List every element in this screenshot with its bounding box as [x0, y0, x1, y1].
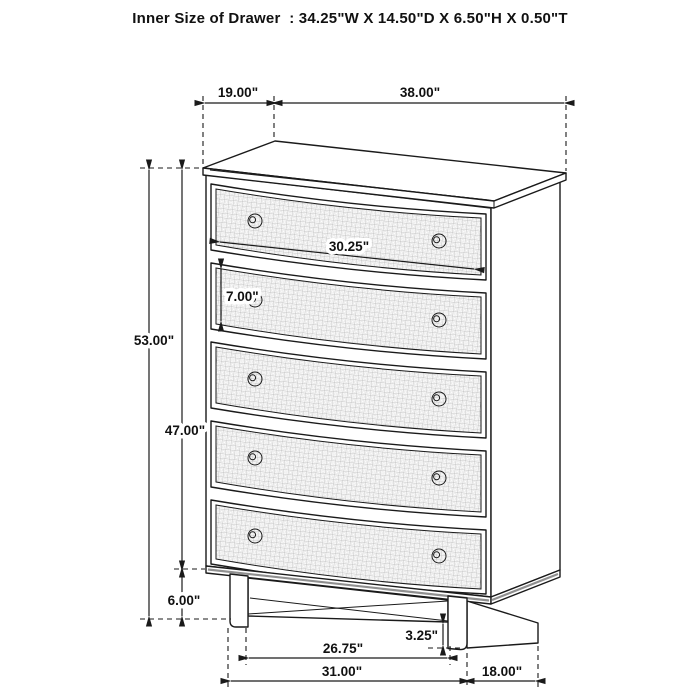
dim-label-top-width: 38.00" [399, 85, 441, 100]
dim-label-drawer-width: 30.25" [328, 239, 370, 254]
base-right-leg [448, 596, 467, 650]
base-left-leg [230, 574, 248, 627]
dim-label-base-depth: 18.00" [481, 664, 523, 679]
dim-label-leg-inner-span: 26.75" [322, 641, 364, 656]
dim-label-overall-height: 53.00" [133, 333, 175, 348]
dim-label-case-height: 47.00" [164, 423, 206, 438]
dim-label-base-width: 31.00" [321, 664, 363, 679]
dim-label-top-depth: 19.00" [217, 85, 259, 100]
dim-label-leg-height: 6.00" [167, 593, 201, 608]
chest-drawing [203, 141, 566, 650]
base-side-rail [467, 601, 538, 648]
chest-side-face [491, 182, 560, 597]
dim-label-drawer-height: 7.00" [226, 289, 259, 304]
dim-label-stretcher-clearance: 3.25" [405, 628, 438, 643]
diagram-title: Inner Size of Drawer : 34.25"W X 14.50"D X 6.50"H X 0.50"T [132, 10, 568, 27]
